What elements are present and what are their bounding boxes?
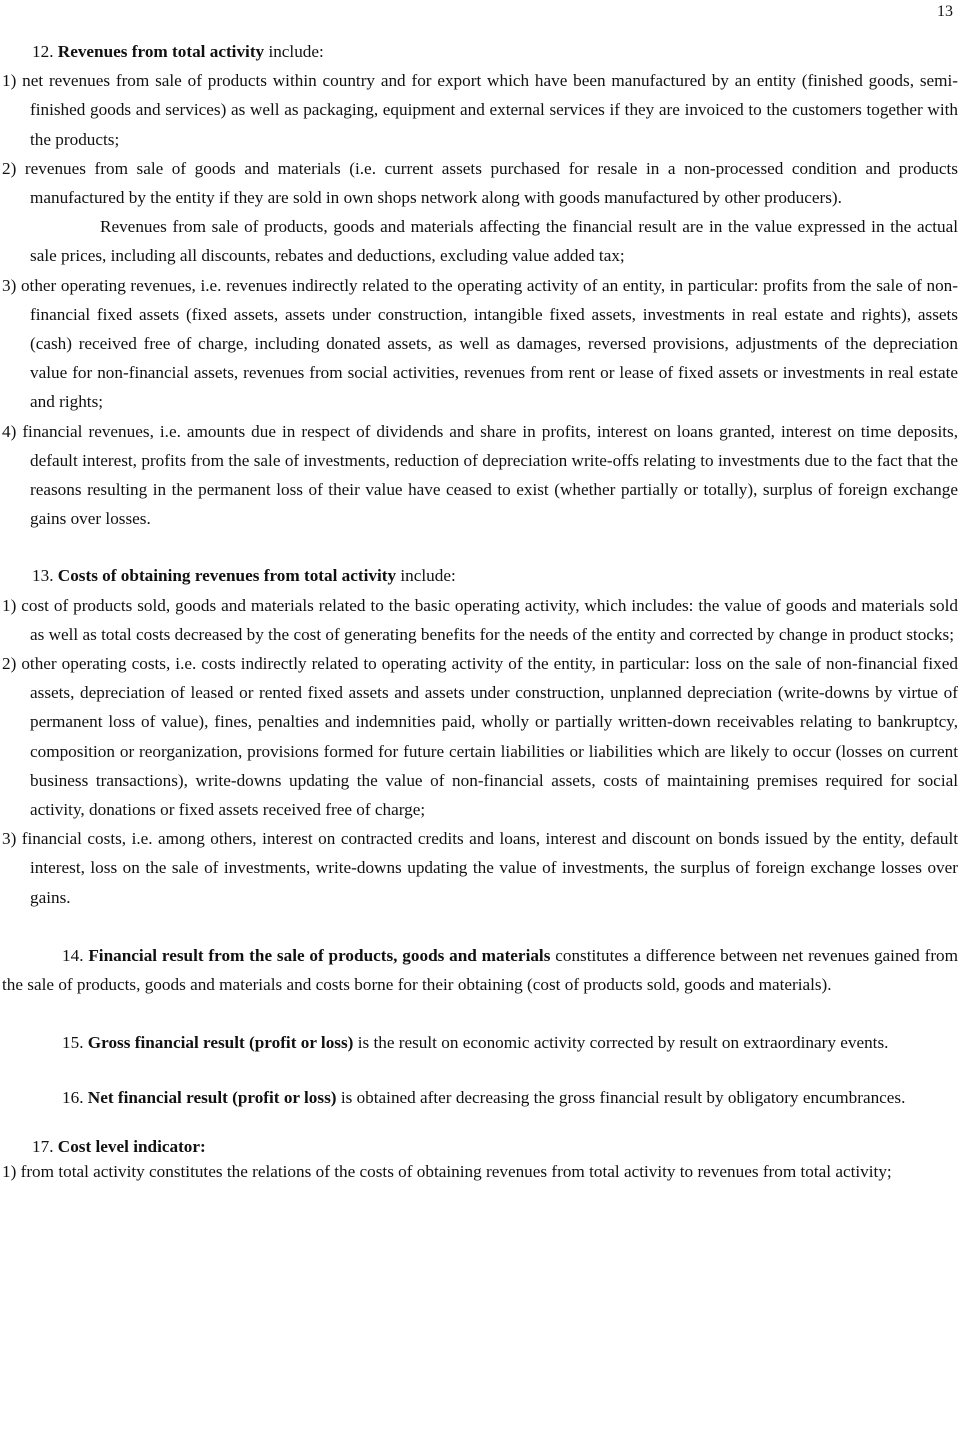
section-13-title: Costs of obtaining revenues from total activity bbox=[57, 566, 397, 586]
section-16-body: is obtained after decreasing the gross financial result by obligatory encumbrances. bbox=[336, 1087, 906, 1107]
section-15-number: 15. bbox=[62, 1033, 84, 1053]
section-12-item-2-paragraph: Revenues from sale of products, goods and materials affecting the financial result are in the value expressed in the actual sale prices, including all discounts, rebates and deductions, excluding value added tax; bbox=[30, 217, 958, 266]
section-17 bbox=[2, 1134, 958, 1184]
section-13-heading bbox=[2, 561, 958, 590]
section-16 bbox=[2, 1085, 958, 1110]
section-14-number: 14. bbox=[62, 945, 84, 965]
section-spacer bbox=[2, 533, 958, 561]
section-12-intro: include: bbox=[264, 42, 324, 61]
section-spacer bbox=[2, 912, 958, 941]
section-14-title: Financial result from the sale of products, goods and materials bbox=[88, 945, 551, 965]
section-15-title: Gross financial result (profit or loss) bbox=[87, 1033, 354, 1053]
section-12-title: Revenues from total activity bbox=[57, 42, 265, 61]
section-spacer bbox=[2, 999, 958, 1028]
section-14-text bbox=[2, 941, 958, 999]
section-13-item-3: 3) financial costs, i.e. among others, interest on contracted credits and loans, interest and discount on bonds issued by the entity, default interest, loss on the sale of investments, write-downs updating the value of investments, the surplus of foreign exchange losses over gains. bbox=[2, 829, 958, 907]
section-13-number: 13. bbox=[32, 566, 54, 586]
section-17-item-1: 1) from total activity constitutes the relations of the costs of obtaining revenues from total activity to revenues from total activity; bbox=[2, 1161, 892, 1181]
section-12-item-2: 2) revenues from sale of goods and materials (i.e. current assets purchased for resale in a non-processed condition and products manufactured by the entity if they are sold in own shops network along with goods manufactured by other producers). bbox=[2, 158, 958, 208]
section-12-item-3: 3) other operating revenues, i.e. revenues indirectly related to the operating activity of an entity, in particular: profits from the sale of non-financial fixed assets (fixed assets, assets under construction, intangible fixed assets, investments in real estate and rights), assets (cash) received free of charge, including donated assets, as well as damages, reversed provisions, adjustments of the depreciation value for non-financial assets, revenues from social activities, revenues from rent or lease of fixed assets or investments in real estate and rights; bbox=[2, 275, 958, 412]
section-12-item-1: 1) net revenues from sale of products within country and for export which have been manufactured by an entity (finished goods, semi-finished goods and services) as well as packaging, equipment and external services if they are invoiced to the customers together with the products; bbox=[2, 71, 958, 149]
section-16-number: 16. bbox=[62, 1087, 84, 1107]
section-15-body: is the result on economic activity corrected by result on extraordinary events. bbox=[353, 1033, 889, 1053]
page-number: 13 bbox=[937, 3, 953, 20]
section-17-number: 17. bbox=[32, 1136, 54, 1156]
section-15-text bbox=[2, 1028, 958, 1057]
section-13-item-2: 2) other operating costs, i.e. costs indirectly related to operating activity of the entity, in particular: loss on the sale of non-financial fixed assets, depreciation of leased or rented fixed assets and assets under construction, unplanned depreciation (write-downs by virtue of permanent loss of value), fines, penalties and indemnities paid, wholly or partially written-down receivables relating to bankruptcy, composition or reorganization, provisions formed for future certain liabilities or liabilities which are likely to occur (losses on current business transactions), write-downs updating the value of non-financial assets, costs of maintaining premises required for social activity, donations or fixed assets received free of charge; bbox=[2, 654, 958, 820]
document-body bbox=[2, 37, 958, 1184]
section-17-title: Cost level indicator: bbox=[57, 1136, 206, 1156]
section-12-item-4: 4) financial revenues, i.e. amounts due in respect of dividends and share in profits, interest on loans granted, interest on time deposits, default interest, profits from the sale of investments, reduction of depreciation write-offs relating to investments due to the fact that the reasons resulting in the permanent loss of their value have ceased to exist (whether partially or totally), surplus of foreign exchange gains over losses. bbox=[2, 421, 958, 529]
section-16-title: Net financial result (profit or loss) bbox=[87, 1087, 337, 1107]
section-13-intro: include: bbox=[396, 566, 456, 586]
section-12-number: 12. bbox=[32, 42, 54, 61]
section-15 bbox=[2, 1028, 958, 1057]
section-13 bbox=[2, 561, 958, 911]
section-16-text bbox=[2, 1085, 958, 1110]
section-14 bbox=[2, 941, 958, 999]
section-12-heading bbox=[2, 37, 958, 66]
section-17-heading bbox=[2, 1134, 958, 1159]
section-spacer bbox=[2, 1110, 958, 1134]
section-14-body: constitutes a difference between net revenues gained from the sale of products, goods and materials and costs borne for their obtaining (cost of products sold, goods and materials). bbox=[2, 945, 959, 995]
section-spacer bbox=[2, 1058, 958, 1085]
section-13-item-1: 1) cost of products sold, goods and materials related to the basic operating activity, which includes: the value of goods and materials sold as well as total costs decreased by the cost of generating benefits for the needs of the entity and corrected by change in product stocks; bbox=[2, 595, 958, 644]
section-12 bbox=[2, 37, 958, 533]
